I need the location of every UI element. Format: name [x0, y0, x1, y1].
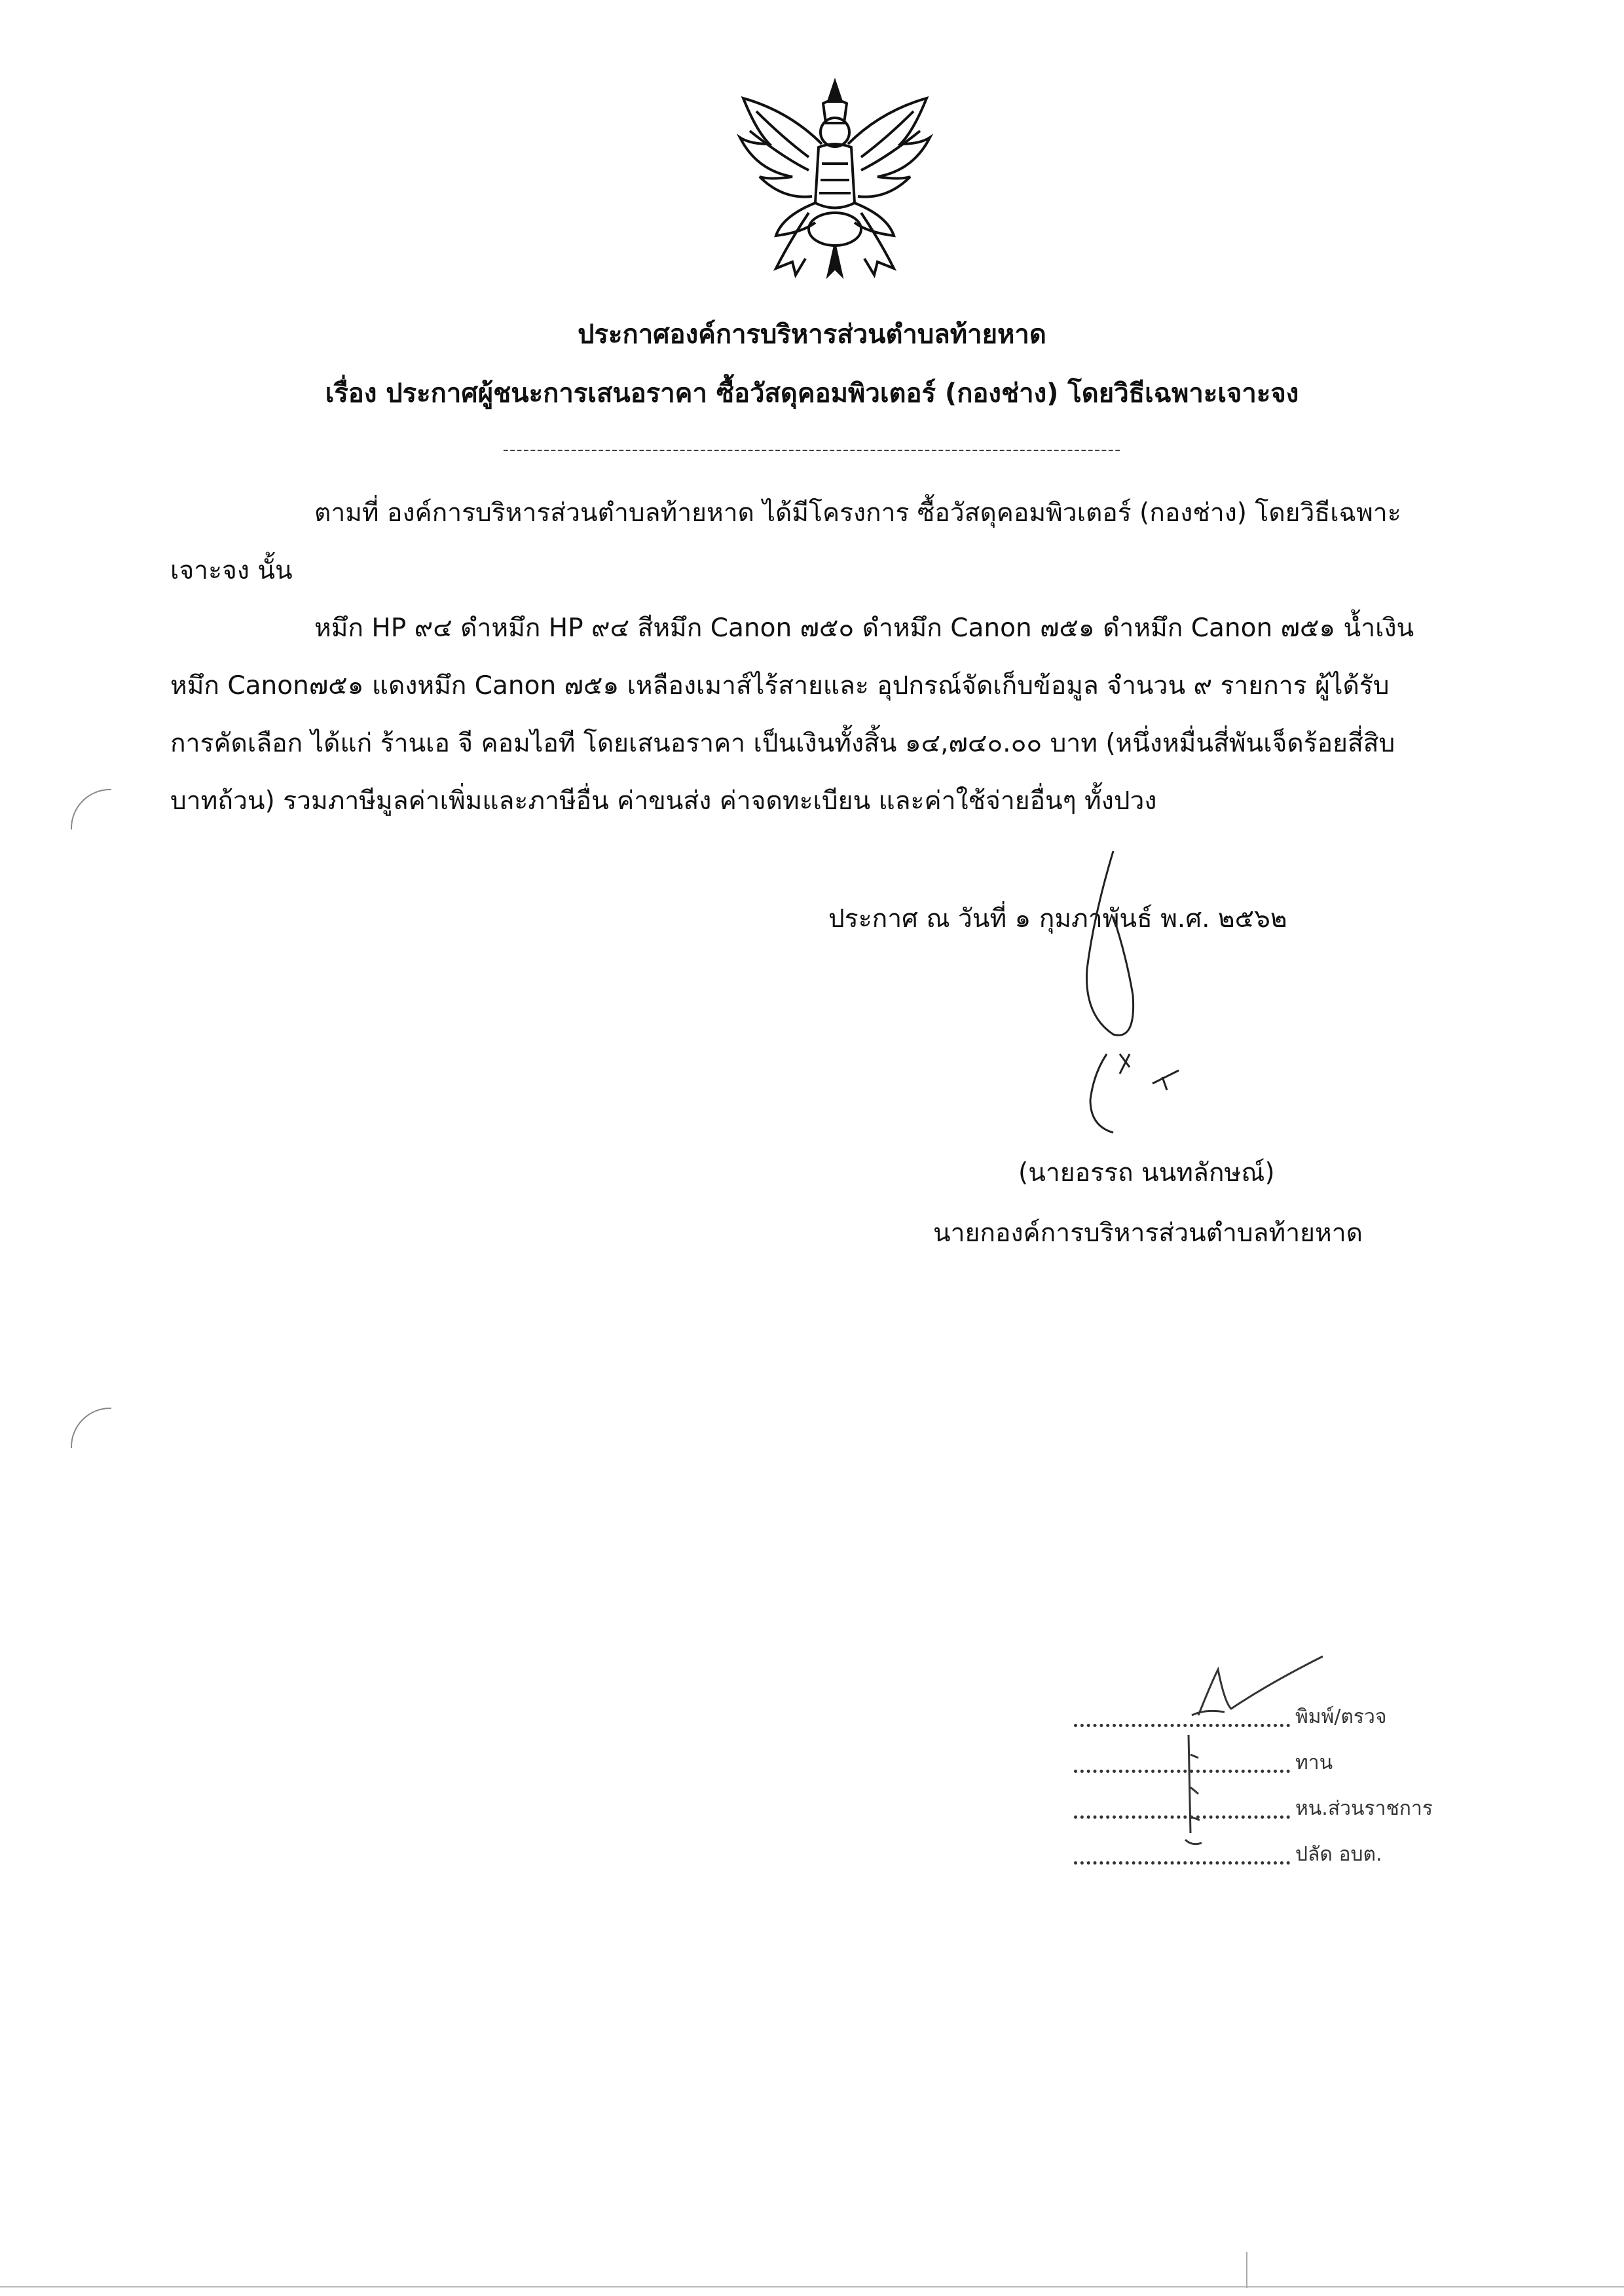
check-label: พิมพ์/ตรวจ [1295, 1705, 1387, 1728]
paragraph1-line1: ตามที่ องค์การบริหารส่วนตำบลท้ายหาด ได้มีโครงการ ซื้อวัสดุคอมพิวเตอร์ (กองช่าง) โดยวิธีเฉพาะ [314, 498, 1401, 528]
scan-edge-mark [1246, 2252, 1247, 2288]
scan-edge-bottom [0, 2286, 1624, 2287]
signature [1022, 838, 1257, 1146]
punch-mark-top [71, 789, 111, 829]
signer-name: (นายอรรถ นนทลักษณ์) [1018, 1158, 1275, 1188]
check-label: ทาน [1295, 1751, 1333, 1774]
check-label: หน.ส่วนราชการ [1295, 1797, 1433, 1820]
announcement-subject: เรื่อง ประกาศผู้ชนะการเสนอราคา ซื้อวัสดุคอมพิวเตอร์ (กองช่าง) โดยวิธีเฉพาะเจาะจง [325, 378, 1299, 409]
signer-position: นายกองค์การบริหารส่วนตำบลท้ายหาด [933, 1218, 1363, 1248]
paragraph2-line3: การคัดเลือก ได้แก่ ร้านเอ จี คอมไอที โดยเสนอราคา เป็นเงินทั้งสิ้น ๑๔,๗๔๐.๐๐ บาท (หนึ่งหมื่นสี่พันเจ็ดร้อยสี่สิบ [170, 729, 1395, 758]
title-separator: ------------------------------------------------------------------------------------------- [502, 440, 1122, 460]
paragraph2-line2: หมึก Canon๗๕๑ แดงหมึก Canon ๗๕๑ เหลืองเมาส์ไร้สายและ อุปกรณ์จัดเก็บข้อมูล จำนวน ๙ รายการ ผู้ได้รับ [170, 671, 1390, 701]
initials-signatures [1153, 1643, 1349, 1879]
announcement-title: ประกาศองค์การบริหารส่วนตำบลท้ายหาด [578, 319, 1046, 350]
announce-date: ประกาศ ณ วันที่ ๑ กุมภาพันธ์ พ.ศ. ๒๕๖๒ [828, 904, 1287, 934]
paragraph2-line1: หมึก HP ๙๔ ดำหมึก HP ๙๔ สีหมึก Canon ๗๕๐ ดำหมึก Canon ๗๕๑ ดำหมึก Canon ๗๕๑ น้ำเงิน [314, 613, 1414, 643]
paragraph1-line2: เจาะจง นั้น [170, 556, 293, 585]
check-label: ปลัด อบต. [1295, 1843, 1382, 1866]
punch-mark-bottom [71, 1408, 111, 1448]
garuda-emblem [730, 72, 940, 288]
paragraph2-line4: บาทถ้วน) รวมภาษีมูลค่าเพิ่มและภาษีอื่น ค่าขนส่ง ค่าจดทะเบียน และค่าใช้จ่ายอื่นๆ ทั้งปวง [170, 786, 1157, 816]
